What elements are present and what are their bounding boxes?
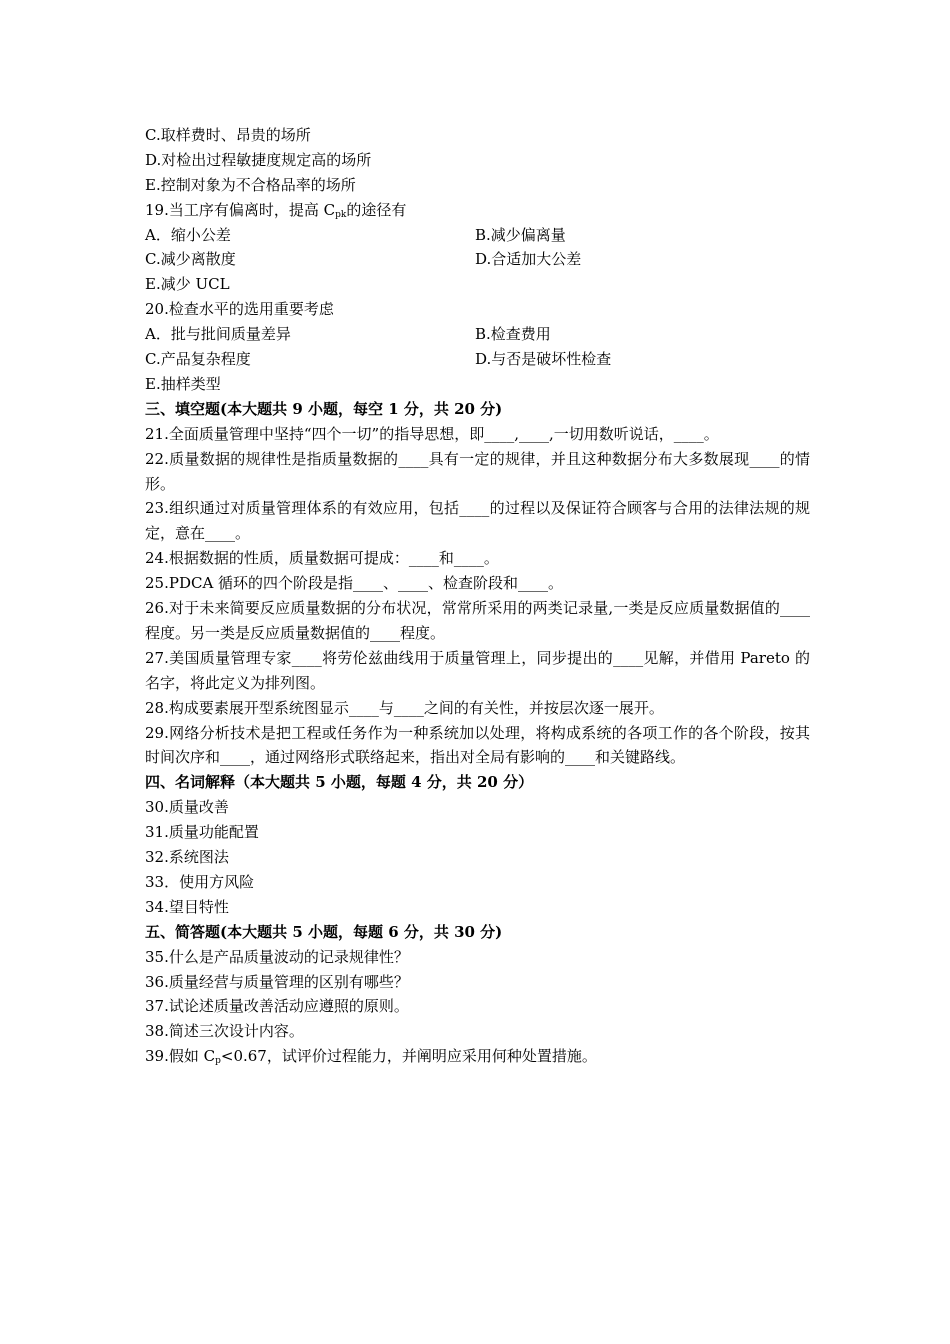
q31: 31.质量功能配置: [145, 823, 259, 842]
exam-page: [145, 123, 810, 1069]
q28: 28.构成要素展开型系统图显示____与____之间的有关性，并按层次逐一展开。: [145, 698, 664, 717]
q38: 38.简述三次设计内容。: [145, 1022, 304, 1041]
q20-option-c: C.产品复杂程度: [145, 350, 251, 369]
q19-stem-tail: 的途径有: [346, 200, 407, 219]
q32: 32.系统图法: [145, 848, 229, 867]
q18-option-c: C.取样费时、昂贵的场所: [145, 126, 311, 144]
q26: 26.对于未来简要反应质量数据的分布状况，常常所采用的两类记录量,一类是反应质量数据值的____程度。另一类是反应质量数据值的____程度。: [145, 599, 810, 642]
q29: 29.网络分析技术是把工程或任务作为一种系统加以处理，将构成系统的各项工作的各个阶段，按其时间次序和____，通过网络形式联络起来，指出对全局有影响的____和关键路线。: [145, 723, 810, 767]
q25: 25.PDCA 循环的四个阶段是指____、____、检查阶段和____。: [145, 574, 564, 593]
q19-option-e: E.减少 UCL: [145, 275, 230, 294]
q19-row-ab: [145, 223, 810, 248]
q20-option-e: E.抽样类型: [145, 374, 221, 393]
q19-stem: [145, 198, 810, 223]
q19-option-d: D.合适加大公差: [475, 250, 582, 269]
q19-stem-subscript: pk: [335, 209, 347, 220]
q19-row-cd: [145, 247, 810, 272]
q39-text: 39.假如 C: [145, 1047, 216, 1066]
q22: 22.质量数据的规律性是指质量数据的____具有一定的规律，并且这种数据分布大多数展现____的情形。: [145, 449, 810, 493]
q33: 33．使用方风险: [145, 872, 255, 891]
q39-subscript: p: [215, 1056, 221, 1067]
q19-option-b: B.减少偏离量: [475, 225, 566, 244]
q20-option-d: D.与否是破坏性检查: [475, 350, 612, 369]
q20-option-a: A．批与批间质量差异: [145, 325, 291, 344]
section5-heading: 五、简答题(本大题共 5 小题，每题 6 分，共 30 分): [145, 922, 503, 941]
q20-option-b: B.检查费用: [475, 325, 551, 344]
section3-heading: 三、填空题(本大题共 9 小题，每空 1 分，共 20 分): [145, 399, 503, 418]
q20-stem: 20.检查水平的选用重要考虑: [145, 300, 334, 319]
q19-option-c: C.减少离散度: [145, 250, 236, 269]
q30: 30.质量改善: [145, 798, 229, 817]
q36: 36.质量经营与质量管理的区别有哪些？: [145, 972, 409, 991]
q21: 21.全面质量管理中坚持“四个一切”的指导思想，即____,____,一切用数听说话，____。: [145, 424, 719, 443]
q19-option-a: A．缩小公差: [145, 225, 231, 244]
q34: 34.望目特性: [145, 897, 229, 916]
q19-stem-text: 19.当工序有偏离时，提高 C: [145, 200, 336, 219]
q20-row-cd: [145, 347, 810, 372]
q20-row-ab: [145, 322, 810, 347]
q39-tail: <0.67，试评价过程能力，并阐明应采用何种处置措施。: [220, 1047, 597, 1066]
q18-option-d: D.对检出过程敏捷度规定高的场所: [145, 150, 372, 169]
q24: 24.根据数据的性质，质量数据可提成：____和____。: [145, 549, 499, 568]
q39: [145, 1044, 810, 1069]
q37: 37.试论述质量改善活动应遵照的原则。: [145, 997, 409, 1016]
q23: 23.组织通过对质量管理体系的有效应用，包括____的过程以及保证符合顾客与合用的法律法规的规定，意在____。: [145, 499, 810, 543]
q18-option-e: E.控制对象为不合格品率的场所: [145, 175, 356, 194]
section4-heading: 四、名词解释（本大题共 5 小题，每题 4 分，共 20 分）: [145, 773, 534, 792]
q27: 27.美国质量管理专家____将劳伦兹曲线用于质量管理上，同步提出的____见解，并借用 Pareto 的名字，将此定义为排列图。: [145, 648, 810, 692]
q35: 35.什么是产品质量波动的记录规律性？: [145, 947, 409, 966]
